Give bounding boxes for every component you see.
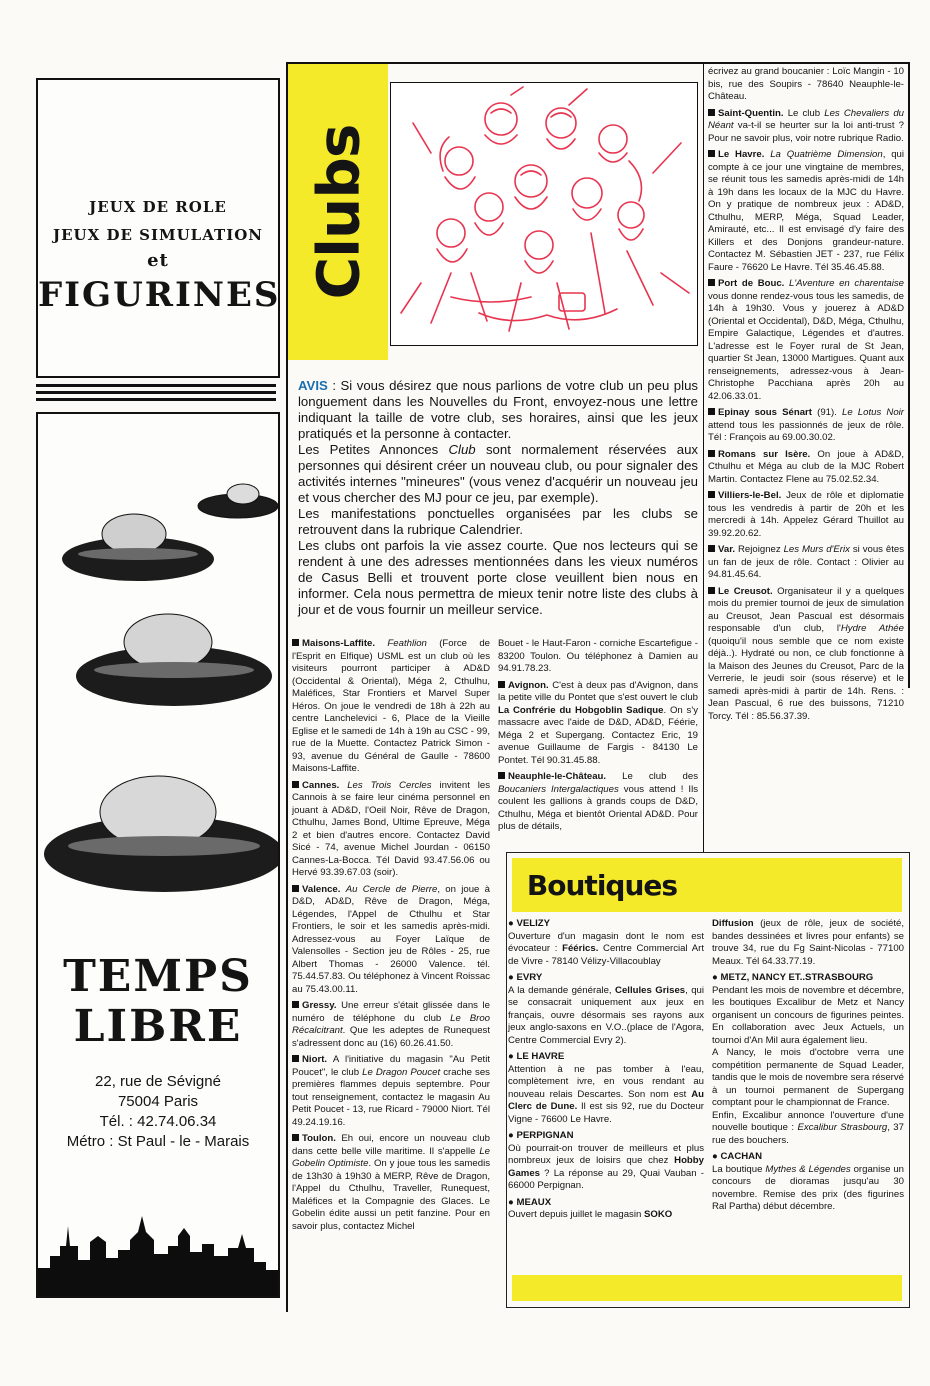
club-entry: Niort. A l'initiative du magasin "Au Petit Poucet", le club Le Dragon Poucet crache ses premières flammes depuis septembre. Pour tout renseignement, contactez le magasin Au Petit Poucet - 13, rue Ricard - 79000 Niort. Tél 49.24.19.16.: [292, 1054, 490, 1128]
club-entry: Var. Rejoignez Les Murs d'Erix si vous êtes un fan de jeux de rôle. Contact : Olivier au 94.81.45.64.: [708, 544, 905, 580]
shop-entry-paragraph: A Nancy, le mois d'octobre verra une compétition permanente de Squad Leader, tandis que le mois de novembre sera réservé à un tournoi permanent de Supergang comptant pour le championnat de France.: [712, 1047, 904, 1108]
brand-temps: TEMPS: [63, 951, 253, 1002]
club-entry: Le Creusot. Organisateur il y a quelques mois du premier tournoi de jeux de simulation au Creusot, Jean Pascual est désormais responsable d'un club, l'Hydre Athée (quoiqu'il nous semble que ce nom existe déjà..). Hydraté ou non, ce club fonctionne à la Maison des Jeunes du Creusot, Parc de la Verrerie, le jeudi soir (sous réserve) et le samedi après-midi à partir de 14h. Rens. : Jean Pascual, 6 rue des buissons, 71210 Torcy. Tél : 85.56.37.39.: [708, 585, 904, 722]
club-entry: Maisons-Laffite. Feathlion (Force de l'Esprit en Elfique) USML est un club où les visiteurs pourront participer à AD&D (Occidental & Oriental), Méga 2, Cthulhu, Maléfices, Star Frontiers et Marvel Super Héros. On joue le vendredi de 18h à 22h au centre Lanchelevici - 6, Place de la Vieille Eglise et le samedi de 14h à 19h au CSC - 99, rue de la Muette. Contactez Patrick Simon - 93, avenue du Général de Gaulle - 78600 Maisons-Laffite.: [292, 638, 490, 774]
shop-entry: ● PERPIGNAN Où pourrait-on trouver de meilleurs et plus nombreux jeux de loisirs que chez Hobby Games ? La réponse au 29, Quai Vauban - 66000 Perpignan.: [508, 1130, 704, 1191]
bullet-square-icon: [498, 681, 505, 688]
clubs-column-2: [498, 638, 698, 838]
bullet-square-icon: [708, 109, 715, 116]
brand-libre: LIBRE: [73, 1001, 243, 1052]
bullet-square-icon: [708, 450, 715, 457]
bullet-dot-icon: ●: [508, 1051, 517, 1062]
adventurers-drawing: [391, 83, 697, 345]
club-entry: Saint-Quentin. Le club Les Chevaliers du Néant va-t-il se heurter sur la loi anti-trust ? Pour ne savoir plus, voir notre rubrique Radio.: [708, 107, 904, 144]
bullet-dot-icon: ●: [508, 1130, 517, 1141]
saucer-icon: [44, 776, 278, 892]
bullet-square-icon: [708, 491, 715, 498]
saucer-icon: [76, 614, 272, 706]
shop-entry-continued: Diffusion (jeux de rôle, jeux de société, bandes dessinées et livres pour enfants) se trouve 34, rue du Fg Saint-Nicolas - 77100 Meaux. Tél 64.33.77.19.: [712, 918, 904, 967]
separator-rule-2: [36, 391, 276, 394]
bullet-square-icon: [292, 885, 299, 892]
saucer-icon: [62, 514, 214, 581]
shop-metro: Métro : St Paul - le - Marais: [66, 1133, 250, 1150]
club-entry: Gressy. Une erreur s'était glissée dans le numéro de téléphone du club Le Broo Récalcitrant. Que les adeptes de Runequest s'adressent donc au (16) 60.26.41.50.: [292, 1000, 490, 1049]
bullet-square-icon: [708, 587, 715, 594]
city-skyline-illustration: [38, 1176, 278, 1296]
shop-entry: ● LE HAVRE Attention à ne pas tomber à l'eau, complètement ivre, en vous rendant au nouveau relais Descartes. Son nom est Au Clerc de Dune. Il est sis 92, rue du Docteur Vigne - 76600 Le Havre.: [508, 1051, 704, 1125]
clubs-column-1: [292, 638, 490, 1237]
bullet-square-icon: [292, 1001, 299, 1008]
club-column-divider: [703, 62, 704, 852]
bullet-dot-icon: ●: [508, 918, 517, 929]
avis-notice: [298, 378, 698, 618]
club-entry: Romans sur Isère. On joue à AD&D, Cthulhu et Méga au club de la MJC Robert Martin. Contactez Flene au 75.02.52.34.: [708, 448, 904, 485]
ad-line-figurines: FIGURINES: [38, 275, 281, 315]
boutiques-section-title: Boutiques: [526, 868, 678, 902]
shop-entry: ● METZ, NANCY ET..STRASBOURG Pendant les mois de novembre et décembre, les boutiques Excalibur de Metz et Nancy organisent un concours de figurines peintes. En collaboration avec Jeux Actuels, un tournoi d'An Mil aura également lieu.: [712, 972, 904, 1046]
club-entry-continued: écrivez au grand boucanier : Loïc Mangin - 10 bis, rue des Soupirs - 78640 Neauphle-le-Château.: [708, 66, 904, 102]
bullet-dot-icon: ●: [712, 972, 721, 983]
club-entry: Villiers-le-Bel. Jeux de rôle et diplomatie tous les vendredis à partir de 20h et les mercredi à 14h. Appelez Gérard Thuillot au 39.92.20.62.: [708, 490, 904, 539]
avis-text: : Si vous désirez que nous parlions de votre club un peu plus longuement dans les Nouvelles du Front, envoyez-nous une lettre indiquant la taille de votre club, ses horaires, ainsi que les jeux pratiqués et la personne à contacter.: [298, 378, 698, 441]
bullet-square-icon: [498, 772, 505, 779]
shop-entry-paragraph: Enfin, Excalibur annonce l'ouverture d'une nouvelle boutique : Excalibur Strasbourg, 37 rue des bouchers.: [712, 1109, 904, 1146]
bullet-square-icon: [708, 279, 715, 286]
shop-entry: ● EVRY A la demande générale, Cellules Grises, qui se consacrait uniquement aux jeux en français, ouvre désormais ses rayons aux jeux anglo-saxons en V.O..(place de l'Agora, Centre Commercial Evry 2).: [508, 972, 704, 1046]
club-entry: Avignon. C'est à deux pas d'Avignon, dans la petite ville du Pontet que s'est ouvert le club La Confrérie du Hobgoblin Sadique. On s'y massacre avec l'aide de D&D, AD&D, Féérie, Méga 2 et Supergang. Contactez Eric, 19 avenue Guillaume de Fargis - 84130 Le Pontet. Tél 90.31.45.88.: [498, 679, 698, 766]
adventurers-illustration: [390, 82, 698, 346]
clubs-section-title: Clubs: [304, 124, 372, 300]
shop-entry: ● CACHAN La boutique Mythes & Légendes organise un concours de dioramas jusqu'au 30 novembre. Remise des prix (des figurines Ral Partha) début décembre.: [712, 1151, 904, 1212]
separator-rule-3: [36, 398, 276, 401]
right-column-rule: [908, 62, 910, 688]
club-entry: Toulon. Eh oui, encore un nouveau club dans cette belle ville maritime. Il s'appelle Le Gobelin Optimiste. On y joue tous les samedis de 13h30 à 19h30 à MERP, Rêve de Dragon, l'Appel du Cthulhu, Traveller, Runequest, Maléfices et la Compagnie des Glaces. Le Gobelin édite aussi un petit fanzine. Pour en savoir plus, contactez Michel: [292, 1133, 491, 1232]
club-entry: Le Havre. La Quatrième Dimension, qui compte à ce jour une vingtaine de membres, se réunit tous les samedis après-midi de 14h à 19h dans les locaux de la MJC du Havre. On y pratique de nombreux jeux : AD&D, Cthulhu, MERP, Méga, Squad Leader, Amirauté, etc... Il est envisagé d'y faire des Killers et des Donjons grandeur-nature. Contactez M. Sébastien JET - 237, rue Félix Faure - 76620 Le Havre. Tél 35.46.45.88.: [708, 149, 904, 273]
clubs-title-wrap: [288, 64, 388, 360]
shop-city: 75004 Paris: [117, 1093, 199, 1110]
club-entry: Valence. Au Cercle de Pierre, on joue à D&D, AD&D, Rêve de Dragon, Méga, Légendes, l'Appel de Cthulhu et Star Frontiers, le soir et les samedis après-midi. Adressez-vous au Foyer Laïque de Valensolles - Section jeu de Rôles - 25, rue Albert Thomas - 26000 Valence. tél. 75.44.57.83. Ou téléphonez à Vincent Roissac au 75.43.00.11.: [292, 883, 491, 995]
separator-rule-1: [36, 384, 276, 387]
club-entry: Port de Bouc. L'Aventure en charentaise vous donne rendez-vous tous les samedis, de 14h à 19h30. Vous y jouerez à AD&D (Oriental et Occidental), D&D, Méga, Cthulhu, Empire Galactique, Légendes et d'autres. L'adresse est le Foyer rural de St Jean, quartier St Jean, 13000 Martigues. Quant aux renseignements, adressez-vous à Jean-Christophe Pacchiana après 20h au 42.06.33.01.: [708, 278, 904, 402]
saucer-icon: [198, 484, 278, 518]
ad-line-jeux-de-simulation: JEUX DE SIMULATION: [53, 226, 263, 244]
boutiques-frame: [506, 852, 910, 1308]
bullet-square-icon: [292, 1055, 299, 1062]
avis-keyword: AVIS: [298, 378, 328, 393]
club-entry: Cannes. Les Trois Cercles invitent les Cannois à se faire leur cinéma personnel en jouant à AD&D, l'Oeil Noir, Rêve de Dragon, Cthulhu, James Bond, Ultime Epreuve, Méga 2 et bien d'autres encore. Contactez David Sicé - 74, avenue Michel Jourdan - 06150 Cannes-La-Bocca. Tél David 93.47.56.06 ou Hervé 93.39.67.03 (soir).: [292, 779, 490, 878]
bullet-square-icon: [708, 545, 715, 552]
shop-phone: Tél. : 42.74.06.34: [99, 1113, 217, 1130]
bullet-square-icon: [292, 1134, 299, 1141]
bullet-square-icon: [708, 150, 715, 157]
club-entry-continued: Bouet - le Haut-Faron - corniche Escartefigue - 83200 Toulon. Ou téléphonez à Damien au 94.91.78.23.: [498, 638, 698, 674]
bullet-dot-icon: ●: [508, 972, 517, 983]
bullet-square-icon: [292, 781, 299, 788]
clubs-column-3: [708, 66, 904, 727]
club-entry: Epinay sous Sénart (91). Le Lotus Noir attend tous les passionnés de jeux de rôle. Tél : François au 69.00.30.02.: [708, 407, 904, 443]
avis-paragraph-3: Les manifestations ponctuelles organisées par les clubs se retrouvent dans la rubrique Calendrier.: [298, 506, 698, 537]
bullet-square-icon: [292, 639, 299, 646]
shop-entry: ● MEAUX Ouvert depuis juillet le magasin SOKO: [508, 1196, 673, 1220]
bullet-square-icon: [708, 408, 715, 415]
shop-street: 22, rue de Sévigné: [95, 1073, 221, 1090]
temps-libre-ad: [36, 412, 280, 1298]
flying-saucers-illustration: [38, 414, 278, 934]
ad-line-et: et: [147, 250, 169, 271]
game-types-ad: [36, 78, 280, 378]
ad-line-jeux-de-role: JEUX DE ROLE: [89, 198, 227, 216]
avis-paragraph-4: Les clubs ont parfois la vie assez courte. Que nos lecteurs qui se rendent à une des adresses mentionnées dans les vieux numéros de Casus Belli et trouvent porte close veuillent bien nous en informer. Cela nous permettra de mieux tenir notre liste des clubs à jour et de vous fournir un meilleur service.: [298, 538, 698, 617]
avis-paragraph-2: Les Petites Annonces Club sont normalement réservées aux personnes qui désirent créer un nouveau club, ou pour signaler des activités internes "mineures" (vous venez d'acquérir un nouveau jeu et vous chercher des MJ pour ce jeu, par exemple).: [298, 442, 698, 505]
bullet-dot-icon: ●: [508, 1196, 517, 1208]
bullet-dot-icon: ●: [712, 1151, 721, 1162]
avis-paragraph-1: [298, 378, 698, 442]
shop-entry: ● VELIZY Ouverture d'un magasin dont le nom est évocateur : Féérics. Centre Commercial Art de Vivre - 78140 Vélizy-Villacoublay: [508, 918, 704, 967]
club-entry: Neauphle-le-Château. Le club des Boucaniers Intergalactiques vous attend ! Ils coulent les gallions à grands coups de D&D, Cthulhu, Méga et bientôt Oriental AD&D. Pour plus de détails,: [498, 771, 698, 832]
